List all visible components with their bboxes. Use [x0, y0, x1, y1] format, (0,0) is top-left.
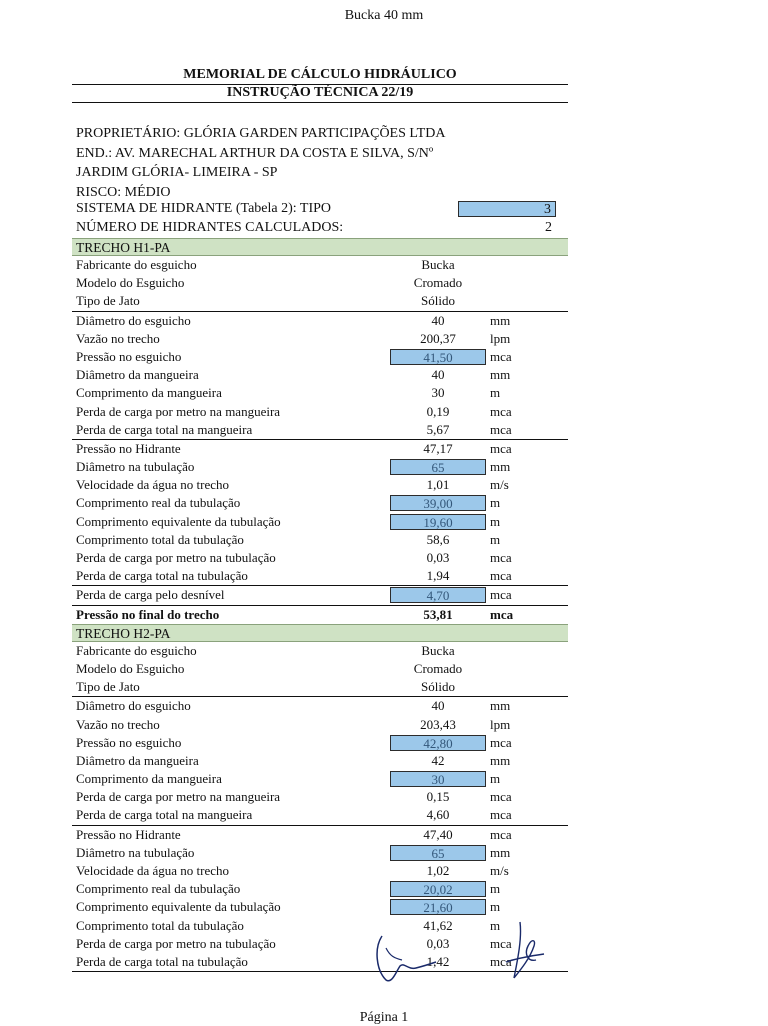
table-row: [72, 806, 568, 824]
table-row: [72, 660, 568, 678]
table-row: [72, 678, 568, 696]
row-unit: lpm: [490, 716, 511, 732]
table-row: [72, 421, 568, 439]
row-unit: mca: [490, 953, 512, 969]
row-value: 0,03: [426, 550, 450, 565]
table-row: [72, 825, 568, 844]
row-label: Pressão no Hidrante: [76, 440, 181, 456]
row-unit: m/s: [490, 477, 509, 493]
row-label: Velocidade da água no trecho: [76, 863, 230, 878]
row-value: 47,17: [423, 440, 453, 456]
row-unit: mca: [490, 550, 512, 565]
row-unit: m/s: [490, 863, 509, 878]
table-row: [72, 330, 568, 348]
row-value: 40: [431, 367, 445, 383]
input-value-cell[interactable]: 4,70: [390, 587, 486, 603]
row-unit: mca: [490, 421, 512, 437]
signature-right: [500, 918, 550, 988]
row-unit: m: [490, 899, 501, 915]
row-label: Perda de carga total na tubulação: [76, 568, 248, 584]
row-unit: m: [490, 531, 501, 547]
table-row: [72, 734, 568, 752]
row-value: 40: [431, 698, 445, 714]
row-value: 4,60: [426, 807, 450, 823]
row-value: 1,94: [426, 568, 450, 584]
table-row: [72, 494, 568, 512]
row-label: Modelo do Esguicho: [76, 660, 185, 676]
row-unit: lpm: [490, 330, 511, 346]
owner-line: PROPRIETÁRIO: GLÓRIA GARDEN PARTICIPAÇÕES LTDA: [76, 126, 446, 141]
input-value-cell[interactable]: 39,00: [390, 495, 486, 511]
row-unit: m: [490, 881, 501, 897]
signature-left: [372, 928, 442, 988]
table-row: [72, 513, 568, 531]
hydrant-count-value: 2: [545, 219, 552, 235]
row-unit: m: [490, 513, 501, 529]
table-row: [72, 770, 568, 788]
row-value: 53,81: [423, 606, 453, 622]
row-value: 200,37: [420, 330, 456, 346]
row-label: Modelo do Esguicho: [76, 275, 185, 291]
input-value-cell[interactable]: 42,80: [390, 735, 486, 751]
table-row: [72, 716, 568, 734]
table-row: [72, 311, 568, 330]
row-label: Vazão no trecho: [76, 330, 160, 346]
row-label: Comprimento real da tubulação: [76, 881, 241, 897]
row-label: Comprimento equivalente da tubulação: [76, 899, 281, 915]
row-label: Perda de carga total na tubulação: [76, 953, 248, 969]
row-label: Tipo de Jato: [76, 679, 140, 695]
table-row: [72, 274, 568, 292]
row-label: Diâmetro na tubulação: [76, 844, 195, 860]
input-value-cell[interactable]: 21,60: [390, 899, 486, 915]
row-label: Tipo de Jato: [76, 293, 140, 309]
table-row: [72, 585, 568, 604]
table-row: [72, 458, 568, 476]
risk-line: RISCO: MÉDIO: [76, 184, 171, 200]
system-type-row: [72, 200, 568, 219]
row-label: Perda de carga total na mangueira: [76, 421, 253, 437]
row-value: Bucka: [421, 642, 455, 658]
row-unit: mca: [490, 440, 512, 456]
row-label: Perda de carga por metro na mangueira: [76, 403, 281, 419]
row-value: 42: [431, 752, 445, 768]
row-label: Perda de carga total na mangueira: [76, 807, 253, 823]
row-label: Diâmetro da mangueira: [76, 752, 199, 768]
input-value-cell[interactable]: 30: [390, 771, 486, 787]
table-bottom-rule: [72, 971, 568, 972]
input-value-cell[interactable]: 65: [390, 845, 486, 861]
row-value: 0,15: [426, 789, 450, 805]
row-label: Diâmetro da mangueira: [76, 367, 199, 383]
row-label: Comprimento da mangueira: [76, 385, 222, 401]
row-unit: mm: [490, 844, 511, 860]
row-label: Diâmetro do esguicho: [76, 698, 191, 714]
table-row: [72, 439, 568, 458]
input-value-cell[interactable]: 41,50: [390, 349, 486, 365]
row-label: Comprimento total da tubulação: [76, 531, 244, 547]
system-type-value[interactable]: 3: [458, 201, 556, 217]
table-row: [72, 549, 568, 567]
row-unit: mca: [490, 807, 512, 823]
row-unit: m: [490, 917, 501, 933]
row-label: Fabricante do esguicho: [76, 257, 197, 272]
row-value: Cromado: [413, 275, 463, 291]
table-row: [72, 898, 568, 916]
table-row: [72, 788, 568, 806]
row-label: Comprimento da mangueira: [76, 771, 222, 787]
row-label: Diâmetro na tubulação: [76, 459, 195, 475]
table-row: [72, 917, 568, 935]
page-footer: Página 1: [359, 1010, 409, 1025]
table-row: [72, 862, 568, 880]
row-unit: mm: [490, 459, 511, 475]
row-value: 0,19: [426, 403, 450, 419]
row-unit: mm: [490, 752, 511, 768]
row-label: Pressão no esguicho: [76, 348, 182, 364]
row-value: 47,40: [423, 826, 453, 842]
system-info: [72, 200, 568, 237]
row-value: 40: [431, 312, 445, 328]
row-unit: mca: [490, 935, 512, 951]
hydrant-count-label: NÚMERO DE HIDRANTES CALCULADOS:: [76, 219, 344, 235]
table-row: [72, 752, 568, 770]
row-label: Diâmetro do esguicho: [76, 312, 191, 328]
document-subtitle: INSTRUÇÃO TÉCNICA 22/19: [72, 85, 568, 103]
section-header: TRECHO H2-PA: [72, 624, 568, 642]
row-label: Vazão no trecho: [76, 716, 160, 732]
row-value: Bucka: [421, 257, 455, 272]
table-row: [72, 844, 568, 862]
row-unit: m: [490, 385, 501, 401]
row-value: 1,02: [426, 863, 450, 878]
row-label: Perda de carga por metro na tubulação: [76, 935, 276, 951]
row-label: Perda de carga pelo desnível: [76, 587, 225, 603]
input-value-cell[interactable]: 65: [390, 459, 486, 475]
row-unit: mca: [490, 606, 514, 622]
city-line: JARDIM GLÓRIA- LIMEIRA - SP: [76, 165, 278, 180]
section-header: TRECHO H1-PA: [72, 238, 568, 256]
table-row: [72, 642, 568, 660]
table-row: [72, 366, 568, 384]
row-value: 1,01: [426, 477, 450, 493]
table-row: [72, 403, 568, 421]
row-label: Comprimento total da tubulação: [76, 917, 244, 933]
page-header: Bucka 40 mm: [344, 8, 424, 23]
row-label: Perda de carga por metro na tubulação: [76, 550, 276, 565]
table-row: [72, 696, 568, 715]
table-row: [72, 567, 568, 585]
row-unit: mm: [490, 698, 511, 714]
table-row: [72, 880, 568, 898]
row-label: Perda de carga por metro na mangueira: [76, 789, 281, 805]
row-label: Fabricante do esguicho: [76, 642, 197, 658]
row-unit: mca: [490, 568, 512, 584]
table-row: [72, 348, 568, 366]
table-row: [72, 476, 568, 494]
row-value: 5,67: [426, 421, 450, 437]
address-line: END.: AV. MARECHAL ARTHUR DA COSTA E SILVA, S/Nº: [76, 145, 434, 161]
row-unit: mca: [490, 789, 512, 805]
table-row: [72, 935, 568, 953]
table-row: [72, 256, 568, 274]
row-value: 30: [431, 385, 445, 401]
row-unit: mca: [490, 403, 512, 419]
row-unit: mca: [490, 348, 512, 364]
row-label: Pressão no esguicho: [76, 734, 182, 750]
row-unit: m: [490, 495, 501, 511]
table-row: [72, 605, 568, 624]
row-unit: mca: [490, 826, 512, 842]
row-unit: mm: [490, 367, 511, 383]
row-value: Cromado: [413, 660, 463, 676]
project-info: [76, 124, 445, 202]
row-label: Velocidade da água no trecho: [76, 477, 230, 493]
system-type-label: SISTEMA DE HIDRANTE (Tabela 2): TIPO: [76, 201, 332, 216]
table-row: [72, 292, 568, 310]
row-label: Pressão no final do trecho: [76, 606, 220, 622]
table-row: [72, 953, 568, 971]
table-row: [72, 531, 568, 549]
row-value: 58,6: [426, 531, 450, 547]
row-unit: m: [490, 771, 501, 787]
table-row: [72, 384, 568, 402]
calculation-sheet: [72, 238, 568, 972]
input-value-cell[interactable]: 20,02: [390, 881, 486, 897]
row-label: Comprimento real da tubulação: [76, 495, 241, 511]
row-unit: mca: [490, 587, 512, 603]
row-value: Sólido: [421, 679, 455, 695]
row-value: 1,42: [426, 953, 450, 969]
row-value: 41,62: [423, 917, 453, 933]
row-value: 0,03: [426, 935, 450, 951]
row-label: Comprimento equivalente da tubulação: [76, 513, 281, 529]
row-unit: mm: [490, 312, 511, 328]
row-value: 203,43: [420, 716, 456, 732]
document-title: MEMORIAL DE CÁLCULO HIDRÁULICO: [72, 67, 568, 85]
row-unit: mca: [490, 734, 512, 750]
row-label: Pressão no Hidrante: [76, 826, 181, 842]
hydrant-count-row: [72, 219, 568, 238]
row-value: Sólido: [421, 293, 455, 309]
input-value-cell[interactable]: 19,60: [390, 514, 486, 530]
